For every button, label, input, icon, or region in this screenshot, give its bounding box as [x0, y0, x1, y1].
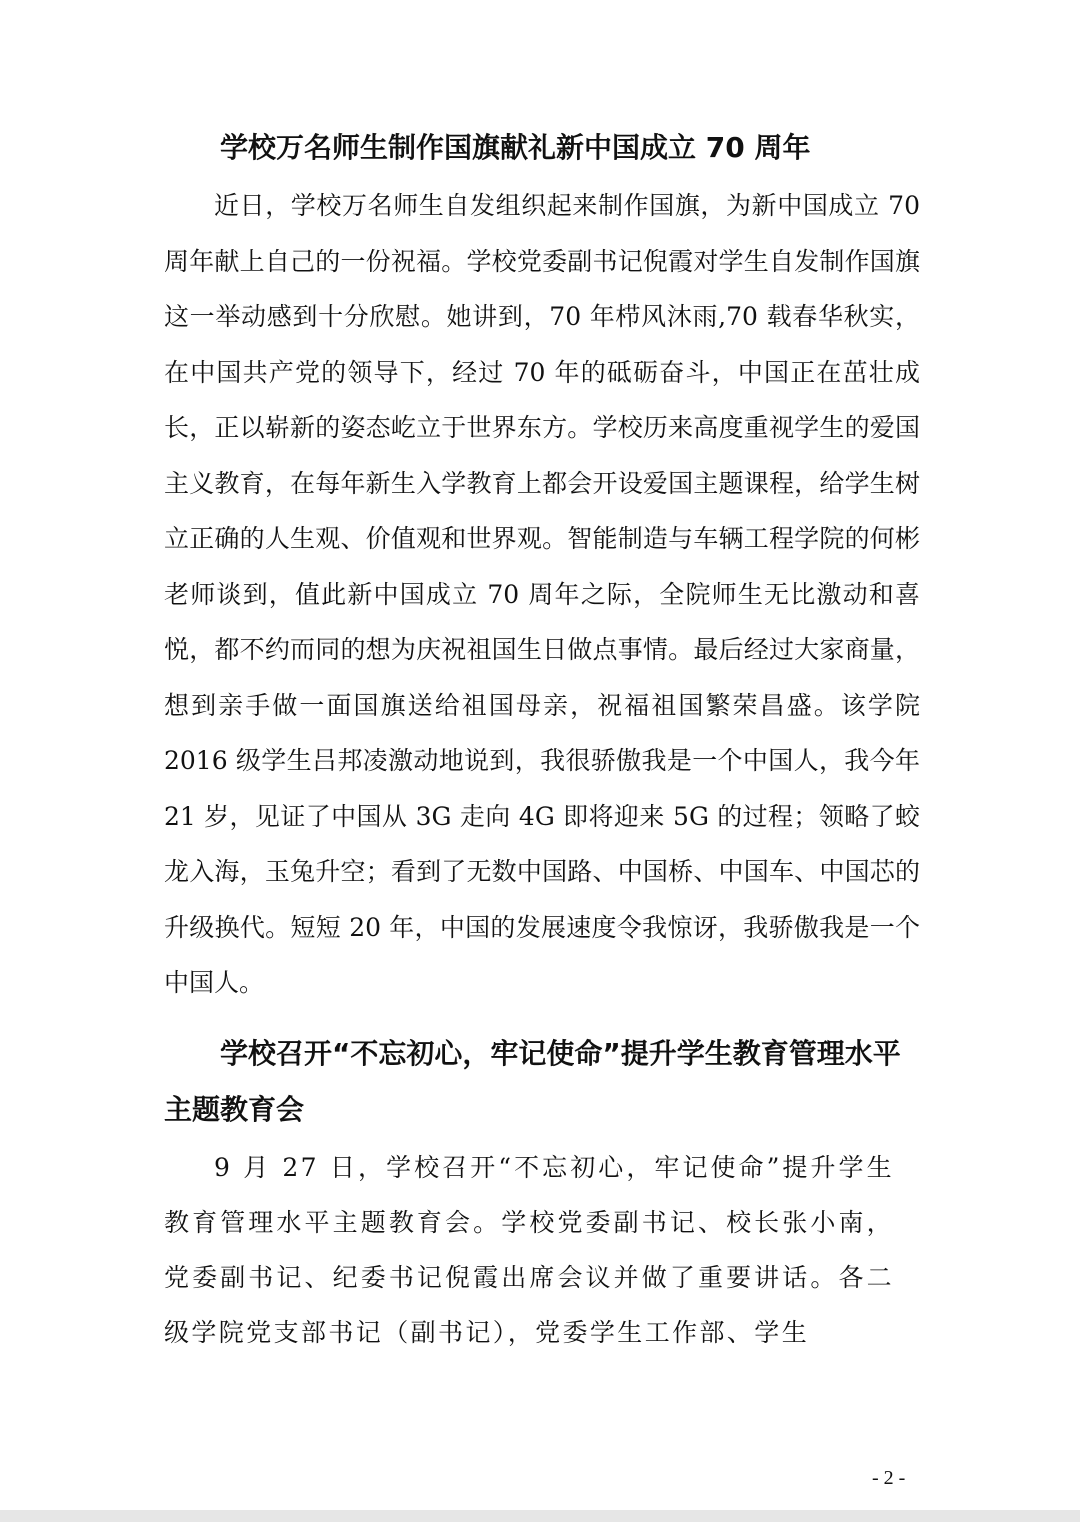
- viewer-bottom-edge: [0, 1510, 1080, 1522]
- article-body-education-meeting: 9 月 27 日，学校召开“不忘初心，牢记使命”提升学生教育管理水平主题教育会。学校党委副书记、校长张小南，党委副书记、纪委书记倪霞出席会议并做了重要讲话。各二级学院党支部书记（副书记），党委学生工作部、学生: [164, 1153, 894, 1347]
- article-body-national-flag: 近日，学校万名师生自发组织起来制作国旗，为新中国成立 70 周年献上自己的一份祝福。学校党委副书记倪霞对学生自发制作国旗这一举动感到十分欣慰。她讲到，70 年栉风沐雨,70 载春华秋实，在中国共产党的领导下，经过 70 年的砥砺奋斗，中国正在茁壮成长，正以崭新的姿态屹立于世界东方。学校历来高度重视学生的爱国主义教育，在每年新生入学教育上都会开设爱国主题课程，给学生树立正确的人生观、价值观和世界观。智能制造与车辆工程学院的何彬老师谈到，值此新中国成立 70 周年之际，全院师生无比激动和喜悦，都不约而同的想为庆祝祖国生日做点事情。最后经过大家商量，想到亲手做一面国旗送给祖国母亲，祝福祖国繁荣昌盛。该学院 2016 级学生吕邦凌激动地说到，我很骄傲我是一个中国人，我今年 21 岁，见证了中国从 3G 走向 4G 即将迎来 5G 的过程；领略了蛟龙入海，玉兔升空；看到了无数中国路、中国桥、中国车、中国芯的升级换代。短短 20 年，中国的发展速度令我惊讶，我骄傲我是一个中国人。: [164, 191, 920, 997]
- article-title-education-meeting: 学校召开“不忘初心，牢记使命”提升学生教育管理水平主题教育会: [164, 1037, 901, 1126]
- page-number: - 2 -: [872, 1467, 906, 1489]
- article-title-national-flag: 学校万名师生制作国旗献礼新中国成立 70 周年: [220, 131, 811, 164]
